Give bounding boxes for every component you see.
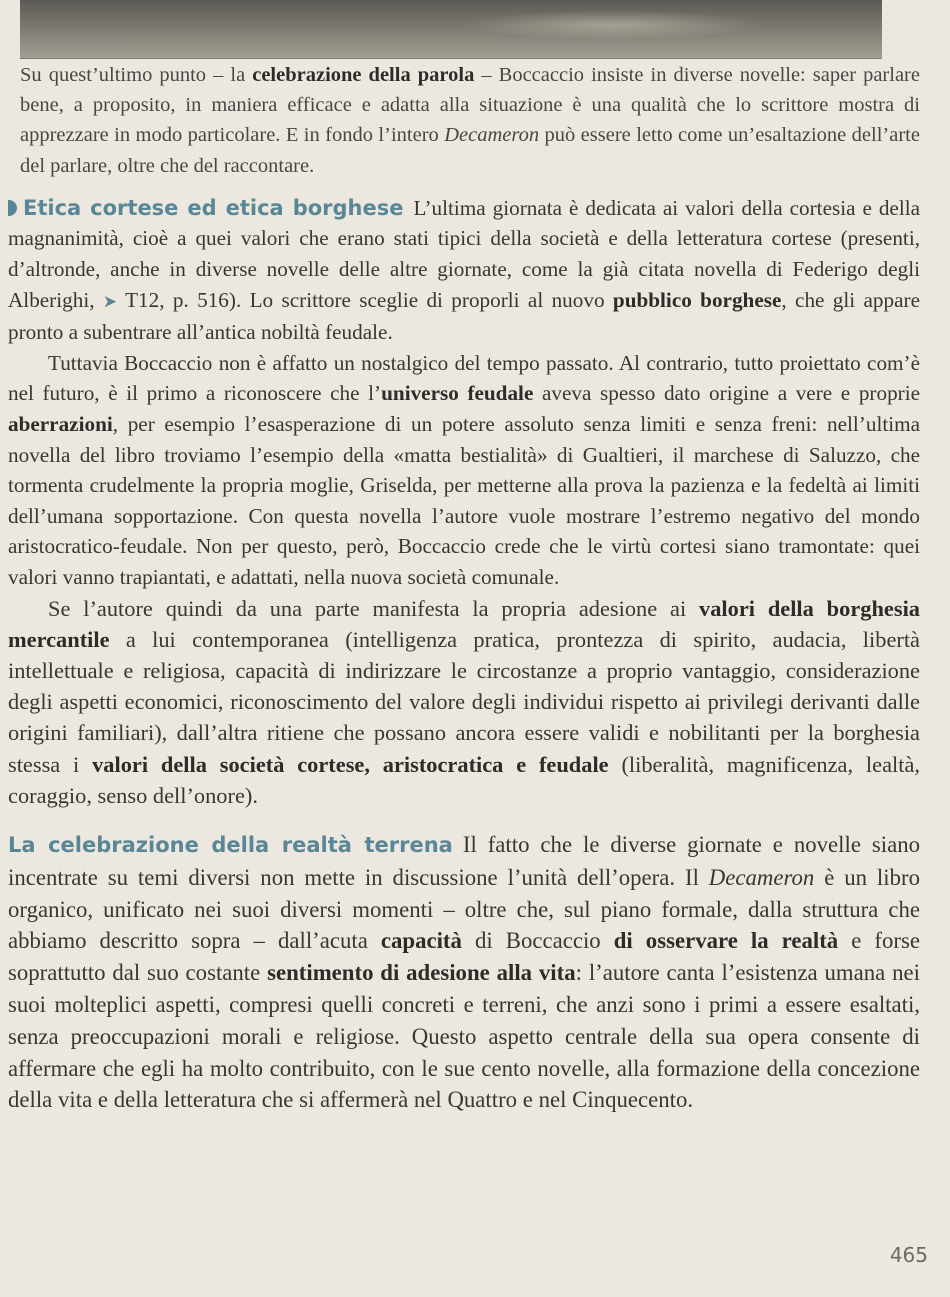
section-marker-icon bbox=[8, 200, 17, 216]
bold-term: celebrazione della parola bbox=[252, 64, 475, 86]
bold-term: capacità bbox=[380, 928, 462, 954]
text: , che gli appare pronto a subentrare all’antica nobiltà feudale. bbox=[8, 287, 920, 345]
italic-title: Decameron bbox=[708, 864, 815, 890]
intro-paragraph bbox=[8, 60, 920, 181]
text: aveva spesso dato origine a vere e proprie bbox=[533, 381, 921, 406]
section-etica-paragraph-3 bbox=[8, 593, 920, 811]
text: e forse soprattutto dal suo costante bbox=[8, 928, 920, 986]
section-realta bbox=[8, 829, 920, 1116]
text: (liberalità, magnificenza, lealtà, coraggio, senso dell’onore). bbox=[8, 751, 920, 808]
bold-term: valori della società cortese, aristocratica e feudale bbox=[92, 751, 609, 777]
bold-term: universo feudale bbox=[381, 381, 534, 406]
bold-term: di osservare la realtà bbox=[613, 928, 839, 954]
top-photo-strip bbox=[20, 0, 882, 59]
bold-term: pubblico borghese bbox=[612, 287, 782, 312]
bold-term: valori della borghesia mercantile bbox=[8, 595, 920, 652]
section-etica-paragraph-1 bbox=[8, 193, 920, 348]
text: T12, p. 516). Lo scrittore sceglie di proporli al nuovo bbox=[117, 287, 613, 312]
text: è un libro organico, unificato nei suoi diversi momenti – oltre che, sul piano formale, dalla struttura che abbiamo descritto sopra – dall’acuta bbox=[8, 864, 920, 954]
section-heading: La celebrazione della realtà terrena bbox=[8, 832, 453, 857]
text: a lui contemporanea (intelligenza pratica, prontezza di spirito, audacia, libertà intellettuale e religiosa, capacità di indirizzare le circostanze a proprio vantaggio, considerazione degli aspetti economici, riconoscimento del valore degli individui rispetto ai privilegi derivanti dalle origini familiari), dall’altra ritiene che possano ancora essere validi e nobilitanti per la borghesia stessa i bbox=[8, 626, 920, 777]
cross-reference-arrow-icon: ➤ bbox=[102, 291, 118, 311]
italic-title: Decameron bbox=[444, 124, 540, 147]
section-heading: Etica cortese ed etica borghese bbox=[23, 195, 404, 220]
section-etica bbox=[8, 193, 920, 811]
page-body bbox=[8, 60, 920, 1116]
bold-term: aberrazioni bbox=[8, 411, 113, 436]
page-number: 465 bbox=[889, 1243, 928, 1267]
text: può essere letto come un’esaltazione dell’arte del parlare, oltre che del raccontare. bbox=[20, 124, 920, 177]
text: – Boccaccio insiste in diverse novelle: saper parlare bene, a proposito, in maniera efficace e adatta alla situazione è una qualità che lo scrittore mostra di apprezzare in modo particolare. E in fondo l’intero bbox=[20, 64, 920, 147]
text: di Boccaccio bbox=[461, 928, 614, 954]
text: Se l’autore quindi da una parte manifesta la propria adesione ai bbox=[48, 595, 700, 621]
section-etica-paragraph-2 bbox=[8, 348, 920, 593]
text: : l’autore canta l’esistenza umana nei suoi molteplici aspetti, compresi quelli concreti e terreni, che anzi sono i primi a essere esaltati, senza preoccupazioni morali e religiose. Questo aspetto centrale della sua opera consente di affermare che egli ha molto contribuito, con le sue cento novelle, alla formazione della concezione della vita e della letteratura che si affermerà nel Quattro e nel Cinquecento. bbox=[8, 960, 920, 1113]
text: Tuttavia Boccaccio non è affatto un nostalgico del tempo passato. Al contrario, tutto proiettato com’è nel futuro, è il primo a riconoscere che l’ bbox=[8, 350, 920, 406]
text: , per esempio l’esasperazione di un potere assoluto senza limiti e senza freni: nell’ultima novella del libro troviamo l’esempio della «matta bestialità» di Gualtieri, il marchese di Saluzzo, che tormenta crudelmente la propria moglie, Griselda, per metterne alla prova la pazienza e la fedeltà ai limiti dell’umana sopportazione. Con questa novella l’autore vuole mostrare l’estremo negativo del mondo aristocratico-feudale. Non per questo, però, Boccaccio crede che le virtù cortesi siano tramontate: quei valori vanno trapiantati, e adattati, nella nuova società comunale. bbox=[8, 411, 920, 589]
bold-term: sentimento di adesione alla vita bbox=[267, 960, 576, 986]
text: Il fatto che le diverse giornate e novelle siano incentrate su temi diversi non mette in discussione l’unità dell’opera. Il bbox=[8, 831, 920, 890]
text: Su quest’ultimo punto – la bbox=[20, 64, 253, 86]
text: L’ultima giornata è dedicata ai valori della cortesia e della magnanimità, cioè a quei valori che erano stati tipici della società e della letteratura cortese (presenti, d’altronde, anche in diverse novelle delle altre giornate, come la già citata novella di Federigo degli Alberighi, bbox=[8, 195, 920, 312]
section-realta-paragraph bbox=[8, 829, 920, 1116]
